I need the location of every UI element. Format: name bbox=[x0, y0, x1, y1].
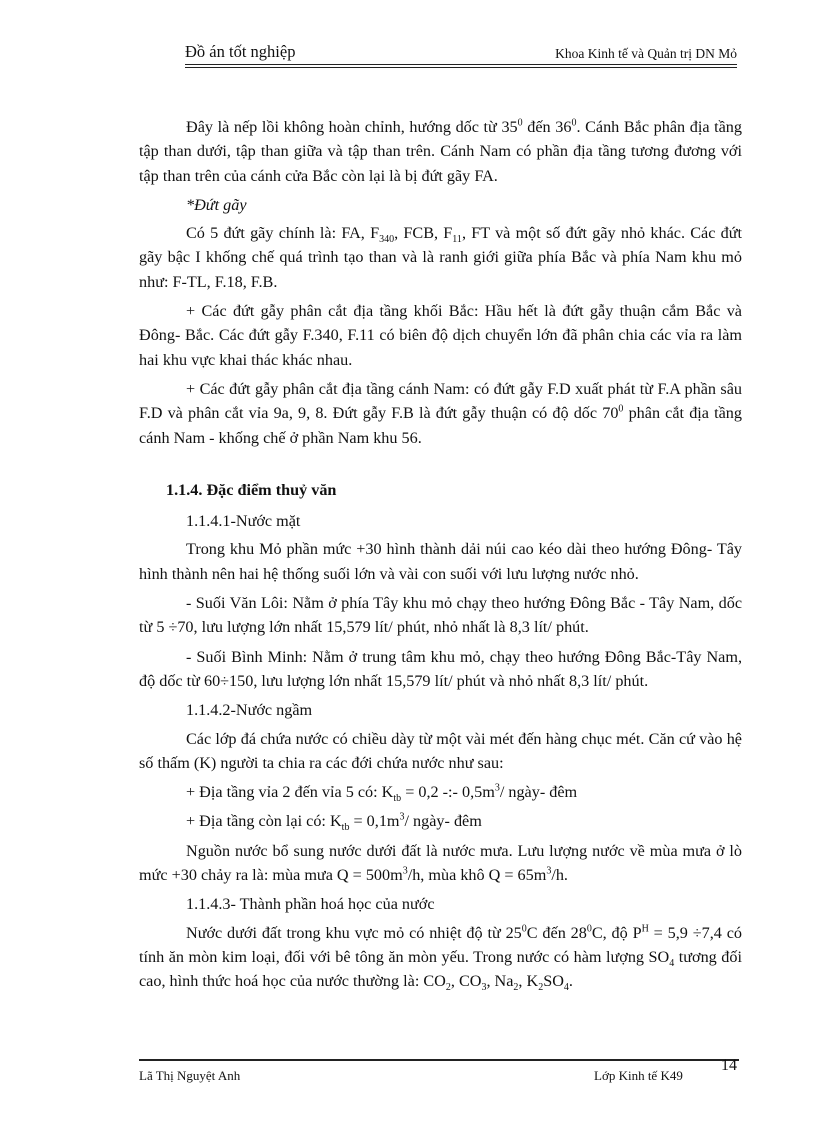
subsection-surface-water: 1.1.4.1-Nước mặt bbox=[186, 512, 301, 531]
header-rule bbox=[185, 64, 737, 65]
paragraph-strata-2-5: + Địa tầng vỉa 2 đến vỉa 5 có: $K_{tb} = 0,2$ -:- $0,5m^3/$ ngày- đêm bbox=[186, 782, 578, 805]
footer-class: Lớp Kinh tế K49 bbox=[594, 1068, 683, 1083]
page-number: 14 bbox=[721, 1057, 737, 1074]
paragraph-surface-water: Trong khu Mỏ phần mức +30 hình thành dải núi cao kéo dài theo hướng Đông- Tây hình thành nên hai hệ thống suối lớn và vài con suối với lưu lượng nước nhỏ. bbox=[139, 540, 742, 583]
header-title: Đồ án tốt nghiệp bbox=[185, 42, 296, 61]
header-rule-double bbox=[185, 67, 737, 68]
paragraph-north-faults: + Các đứt gẫy phân cắt địa tầng khối Bắc: Hầu hết là đứt gẫy thuận cắm Bắc và Đông- Bắc. Các đứt gẫy F.340, F.11 có biên độ dịch chuyển lớn đã phân chia các vỉa ra làm hai khu vực khai thác khác nhau. bbox=[139, 302, 742, 369]
footer-rule bbox=[139, 1059, 739, 1061]
page-footer bbox=[139, 1059, 739, 1085]
paragraph-aquifers: Các lớp đá chứa nước có chiều dày từ một vài mét đến hàng chục mét. Căn cứ vào hệ số thấm (K) người ta chia ra các đới chứa nước như sau: bbox=[139, 729, 742, 772]
subsection-groundwater: 1.1.4.2-Nước ngầm bbox=[186, 701, 313, 720]
paragraph-main-faults: Có 5 đứt gãy chính là: FA, $F_{340}$, FCB, $F_{11}$, FT và một số đứt gãy nhỏ khác. Các đứt gãy bậc I khống chế quá trình tạo than và là ranh giới giữa phía Bắc và phía Nam khu mỏ như: F-TL, F.18, F.B. bbox=[139, 224, 743, 291]
page-header bbox=[185, 38, 737, 68]
paragraph-binh-minh-stream: - Suối Bình Minh: Nằm ở trung tâm khu mỏ, chạy theo hướng Đông Bắc-Tây Nam, độ dốc từ 60÷150, lưu lượng lớn nhất 15,579 lít/ phút và nhỏ nhất 8,3 lít/ phút. bbox=[139, 647, 742, 690]
header-faculty: Khoa Kinh tế và Quản trị DN Mỏ bbox=[555, 46, 737, 61]
paragraph-water-supply: Nguồn nước bổ sung nước dưới đất là nước mưa. Lưu lượng nước về mùa mưa ở lò mức +30 chảy ra là: mùa mưa $Q = 500m^3/h$, mùa khô $Q = 65m^3/h$. bbox=[139, 841, 742, 885]
paragraph-water-chemistry: Nước dưới đất trong khu vực mỏ có nhiệt độ từ $25^0C$ đến $28^0C$, độ $P^H = 5,9 \div 7,4$ có tính ăn mòn kim loại, đối với bê tông ăn mòn yếu. Trong nước có hàm lượng $SO_4$ tương đối cao, hình thức hoá học của nước thường là: $CO_2$, $CO_3$, $Na_2$, $K_2SO_4$. bbox=[139, 923, 743, 994]
paragraph-fold-description: Đây là nếp lồi không hoàn chỉnh, hướng dốc từ $35^0$ đến $36^0$. Cánh Bắc phân địa tầng tập than dưới, tập than giữa và tập than trên. Cánh Nam có phần địa tầng tương đương với tập than trên của cánh cửa Bắc còn lại là bị đứt gãy FA. bbox=[139, 117, 742, 185]
page-body bbox=[139, 115, 742, 999]
section-heading-hydrology: 1.1.4. Đặc điểm thuỷ văn bbox=[166, 480, 337, 499]
footer-author: Lã Thị Nguyệt Anh bbox=[139, 1068, 241, 1083]
subsection-water-chemistry: 1.1.4.3- Thành phần hoá học của nước bbox=[186, 895, 435, 914]
paragraph-south-faults: + Các đứt gẫy phân cắt địa tầng cánh Nam: có đứt gẫy F.D xuất phát từ F.A phần sâu F.D và phân cắt vỉa 9a, 9, 8. Đứt gẫy F.B là đứt gẫy thuận có độ dốc $70^0$ phân cắt địa tầng cánh Nam - khống chế ở phần Nam khu 56. bbox=[139, 379, 742, 447]
faults-subtitle: *Đứt gãy bbox=[186, 195, 247, 214]
paragraph-strata-rest: + Địa tầng còn lại có: $K_{tb} = 0,1m^3/$ ngày- đêm bbox=[186, 812, 482, 834]
paragraph-van-loi-stream: - Suối Văn Lôi: Nằm ở phía Tây khu mỏ chạy theo hướng Đông Bắc - Tây Nam, dốc từ 5 ÷70, lưu lượng lớn nhất 15,579 lít/ phút, nhỏ nhất là 8,3 lít/ phút. bbox=[139, 594, 742, 637]
